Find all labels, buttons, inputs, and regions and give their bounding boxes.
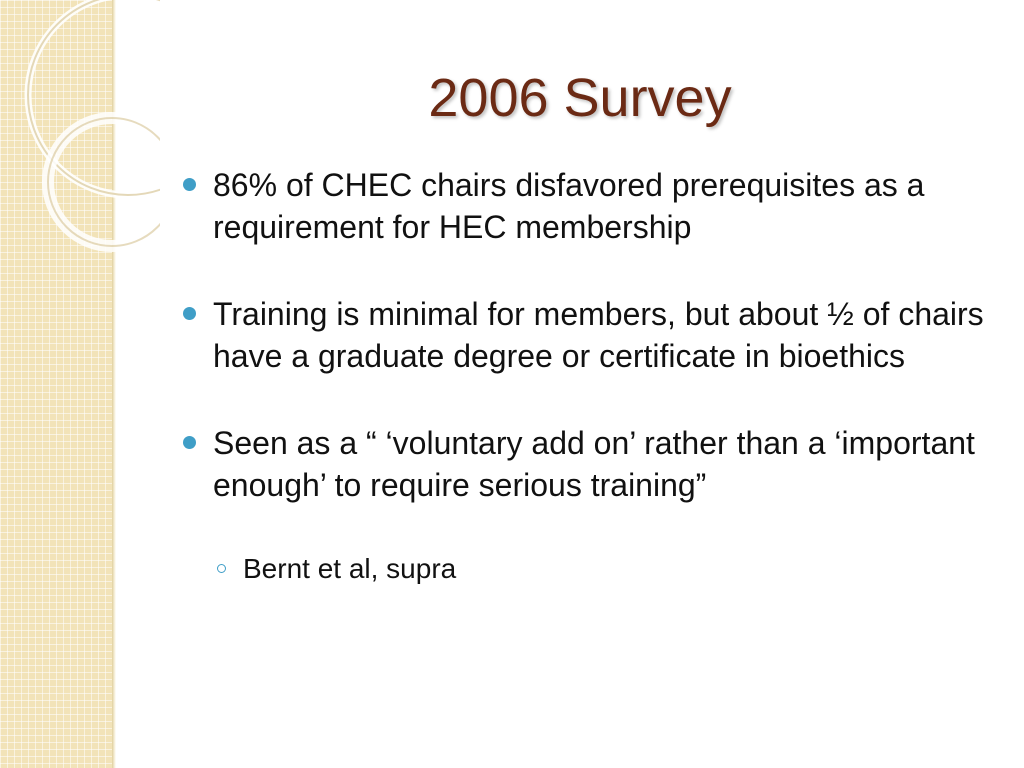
- sub-bullet-item: [180, 551, 1000, 587]
- sub-bullet-ring-icon: [217, 564, 226, 573]
- decorative-rings-icon: [0, 0, 160, 300]
- bullet-text: 86% of CHEC chairs disfavored prerequisites as a requirement for HEC membership: [213, 167, 925, 245]
- bullet-text: Training is minimal for members, but about ½ of chairs have a graduate degree or certificate in bioethics: [213, 296, 984, 374]
- bullet-dot-icon: [183, 307, 196, 320]
- bullet-dot-icon: [183, 436, 196, 449]
- slide-title: 2006 Survey: [428, 68, 732, 128]
- bullet-item: [180, 293, 1000, 377]
- bullet-item: [180, 164, 1000, 248]
- bullet-text: Seen as a “ ‘voluntary add on’ rather than a ‘important enough’ to require serious training”: [213, 425, 975, 503]
- sub-bullet-text: Bernt et al, supra: [243, 553, 457, 584]
- bullet-item: [180, 422, 1000, 506]
- bullet-list: [180, 164, 1000, 587]
- bullet-dot-icon: [183, 178, 196, 191]
